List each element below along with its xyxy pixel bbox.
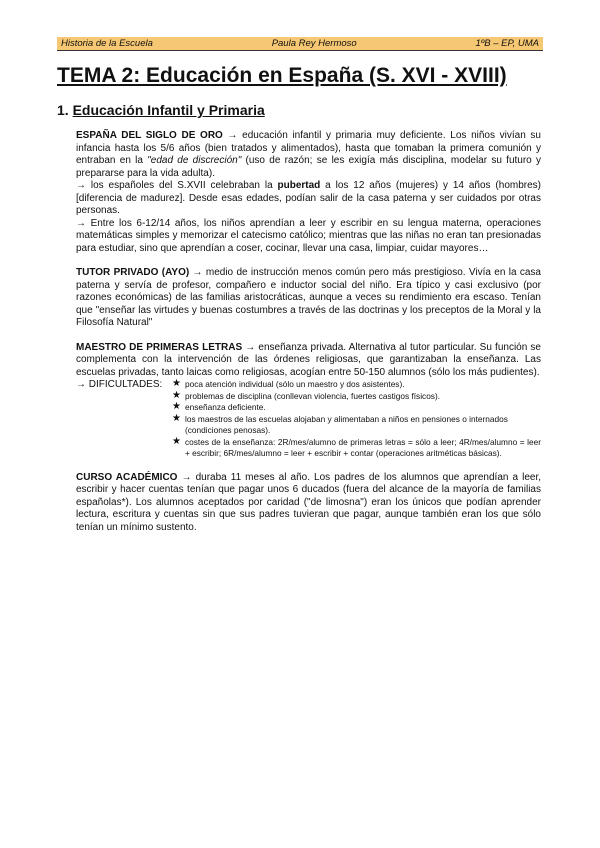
paragraph-aprendizaje: → Entre los 6-12/14 años, los niños aprendían a leer y escribir en su lengua materna, operaciones matemáticas simples y memorizar el catecismo católico; mientras que las niñas no eran tan presionadas para estudiar, sino que aprendían a coser, cocinar, llevar una casa, limpiar, cuidar mayores… (76, 217, 541, 254)
star-bullet-icon: ★ (172, 378, 181, 389)
paragraph-siglo-de-oro (76, 130, 541, 180)
text-segment: → medio de instrucción menos común pero más prestigioso. Vivía en la casa paterna y servía de profesor, compañero e inductor social del niño. Era típico y casi exclusivo (por razones económicas) de las familias aristocráticas, aunque a veces su rendimiento era escaso. Tenían que "enseñar las virtudes y buenas costumbres a través de las doctrinas y los preceptos de la Moral y la Filosofía Natural" (76, 267, 541, 328)
star-bullet-icon: ★ (172, 401, 181, 412)
list-item (172, 391, 541, 403)
star-bullet-icon: ★ (172, 412, 181, 424)
header-author: Paula Rey Hermoso (271, 38, 357, 49)
text-segment: → educación infantil y primaria muy deficiente. Los niños vivían su infancia hasta los 5/6 años (bien tratados y alimentados), hasta que tomaban la primera comunión y entraban en la (76, 130, 541, 166)
text-segment: → enseñanza privada. Alternativa al tutor particular. Su función se complementa con la intervención de las órdenes religiosas, que garantizaban la enseñanza. Las escuelas privadas, tanto laicas como religiosas, acogían entre 50-150 alumnos (sólo los más pudientes). (76, 341, 541, 378)
lead-curso-academico: CURSO ACADÉMICO (76, 471, 178, 483)
list-item-text: costes de la enseñanza: 2R/mes/alumno de primeras letras = sólo a leer; 4R/mes/alumno = leer + escribir; 6R/mes/alumno = leer + escribir + contar (operaciones aritméticas básicas). (185, 436, 541, 458)
text-segment: → duraba 11 meses al año. Los padres de los alumnos que aprendían a leer, escribir y hacer cuentas tenían que pagar unos 6 ducados (fuera del alcance de la mayoría de familias españolas*). Los alumnos aceptados por caridad ("de limosna") eran los únicos que podían aprender lectura, escritura y cuentas sin que sus padres tuvieran que pagar, aunque también eran los que sólo tenían un mínimo sustento. (76, 471, 542, 533)
paragraph-curso-academico (76, 472, 541, 535)
lead-tutor-privado: TUTOR PRIVADO (AYO) (76, 267, 190, 278)
list-item-text: problemas de disciplina (conllevan violencia, fuertes castigos físicos). (185, 390, 441, 401)
page-title: TEMA 2: Educación en España (S. XVI - XVIII) (57, 64, 507, 87)
section-heading (57, 101, 543, 119)
paragraph-maestro (76, 342, 541, 380)
text-segment: (uso de razón; se les exigía más disciplina, modelar su futuro y prepararse para la vida adulta). (76, 155, 542, 179)
paragraph-tutor-privado (76, 267, 541, 330)
difficulties-list (172, 379, 541, 460)
lead-maestro: MAESTRO DE PRIMERAS LETRAS (76, 341, 243, 353)
page-header (57, 37, 543, 51)
text-segment: → los españoles del S.XVII celebraban la (76, 180, 278, 191)
list-item-text: poca atención individual (sólo un maestro y dos asistentes). (185, 379, 405, 389)
list-item-text: los maestros de las escuelas alojaban y alimentaban a niños en pensiones o internados (condiciones penosas). (185, 413, 508, 435)
difficulties-block (76, 379, 541, 460)
difficulties-label: → DIFICULTADES: (76, 379, 163, 390)
section-number: 1. (57, 102, 69, 118)
section-label: Educación Infantil y Primaria (72, 102, 265, 118)
italic-term: "edad de discreción" (147, 155, 242, 166)
text-segment: a los 12 años (mujeres) y 14 años (hombres) [diferencia de madurez]. Desde esas edades, podían salir de la casa paterna y ser cuidados por otras personas. (76, 180, 541, 216)
header-group: 1ºB – EP, UMA (475, 38, 539, 49)
paragraph-pubertad (76, 180, 541, 218)
document-body (76, 130, 541, 534)
star-bullet-icon: ★ (172, 389, 181, 401)
list-item (172, 414, 541, 437)
list-item-text: enseñanza deficiente. (185, 402, 266, 412)
list-item (172, 402, 541, 414)
bold-term: pubertad (277, 180, 321, 191)
lead-siglo-de-oro: ESPAÑA DEL SIGLO DE ORO (76, 130, 223, 141)
header-course: Historia de la Escuela (61, 38, 153, 49)
list-item (172, 379, 541, 391)
star-bullet-icon: ★ (172, 435, 181, 447)
list-item (172, 437, 541, 460)
